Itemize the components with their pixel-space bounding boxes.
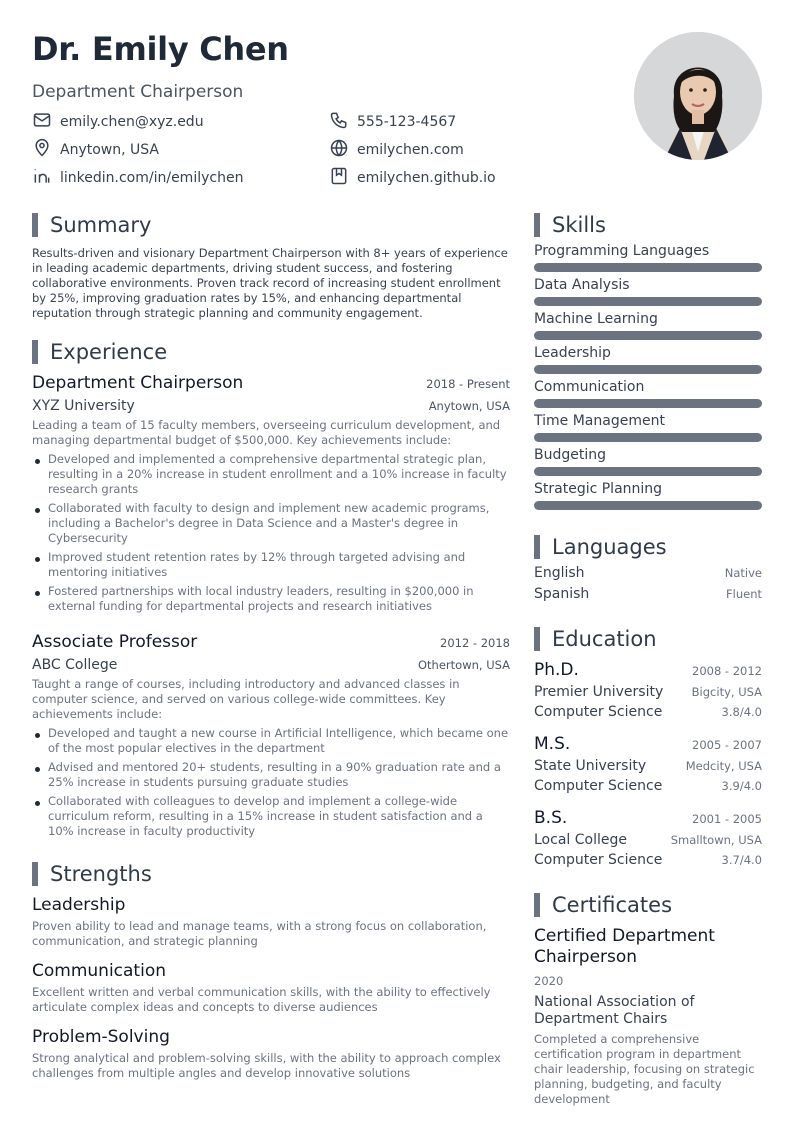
skill-level-bar: [534, 433, 762, 442]
strengths-heading-text: Strengths: [50, 862, 152, 886]
skill-item: [534, 447, 762, 476]
skill-level-bar: [534, 263, 762, 272]
language-item: [534, 565, 762, 581]
skill-item: [534, 379, 762, 408]
section-marker: [32, 213, 38, 237]
skill-item: [534, 413, 762, 442]
certificate-organization: National Association of Department Chairs: [534, 994, 695, 1027]
education-item: [534, 808, 762, 868]
achievement-item: Developed and implemented a comprehensive departmental strategic plan, resulting in a 20% increase in student enrollment and a 10% increase in faculty research grants: [32, 452, 510, 497]
skill-name: Budgeting: [534, 447, 607, 463]
language-level: Native: [724, 566, 762, 580]
skills-list: [534, 243, 762, 510]
field-of-study: Computer Science: [534, 852, 663, 868]
skill-item: [534, 311, 762, 340]
job-dates: 2012 - 2018: [440, 636, 510, 650]
skills-heading: [534, 212, 762, 238]
job-company: ABC College: [32, 657, 118, 673]
school-name: State University: [534, 758, 647, 774]
phone-text: 555-123-4567: [357, 114, 457, 130]
experience-heading-text: Experience: [50, 340, 168, 364]
experience-item: [32, 373, 510, 614]
certificate-year: 2020: [534, 974, 564, 988]
website-text: emilychen.com: [357, 142, 464, 158]
skill-name: Time Management: [534, 413, 665, 429]
achievement-list: [32, 726, 510, 839]
degree: M.S.: [534, 734, 571, 754]
skill-item: [534, 243, 762, 272]
certificate-description: Completed a comprehensive certification program in department chair leadership, focusing on strategic planning, budgeting, and faculty development: [534, 1032, 755, 1106]
section-marker: [534, 213, 540, 237]
contact-location: [32, 140, 159, 160]
languages-heading: [534, 534, 762, 560]
education-heading-text: Education: [552, 627, 657, 651]
education-dates: 2008 - 2012: [692, 664, 762, 678]
job-location: Othertown, USA: [418, 658, 510, 672]
education-item: [534, 734, 762, 794]
gpa: 3.7/4.0: [721, 853, 762, 867]
achievement-item: Improved student retention rates by 12% through targeted advising and mentoring initiatives: [32, 550, 510, 580]
strength-item: [32, 1027, 510, 1081]
certificate-item: [534, 926, 762, 1107]
achievement-item: Advised and mentored 20+ students, resulting in a 90% graduation rate and a 25% increase in students pursuing graduate studies: [32, 760, 510, 790]
job-title: Associate Professor: [32, 632, 198, 652]
skill-name: Data Analysis: [534, 277, 630, 293]
language-name: English: [534, 565, 585, 581]
language-name: Spanish: [534, 586, 590, 602]
strength-description: Excellent written and verbal communication skills, with the ability to effectively articulate complex ideas and concepts to diverse audiences: [32, 985, 491, 1014]
job-title: Department Chairperson: [32, 373, 244, 393]
section-marker: [534, 535, 540, 559]
skill-level-bar: [534, 297, 762, 306]
skill-level-bar: [534, 501, 762, 510]
skill-name: Communication: [534, 379, 645, 395]
contact-website[interactable]: [329, 140, 464, 160]
summary-heading-text: Summary: [50, 213, 152, 237]
github-text: emilychen.github.io: [357, 170, 496, 186]
strength-name: Leadership: [32, 895, 126, 915]
education-heading: [534, 626, 762, 652]
section-marker: [534, 893, 540, 917]
school-name: Local College: [534, 832, 627, 848]
phone-icon: [329, 110, 357, 134]
school-location: Smalltown, USA: [670, 833, 762, 847]
languages-list: [534, 565, 762, 602]
gpa: 3.9/4.0: [721, 779, 762, 793]
linkedin-icon: [32, 166, 60, 190]
email-text: emily.chen@xyz.edu: [60, 114, 204, 130]
job-location: Anytown, USA: [428, 399, 510, 413]
candidate-name: Dr. Emily Chen: [32, 30, 289, 68]
achievement-item: Developed and taught a new course in Artificial Intelligence, which became one of the most popular electives in the department: [32, 726, 510, 756]
education-item: [534, 660, 762, 720]
education-dates: 2005 - 2007: [692, 738, 762, 752]
skill-level-bar: [534, 331, 762, 340]
skill-level-bar: [534, 365, 762, 374]
skill-level-bar: [534, 399, 762, 408]
summary-text: Results-driven and visionary Department Chairperson with 8+ years of experience in leading academic departments, driving student success, and fostering collaborative environments. Proven track record of increasing student enrollment by 25%, improving graduation rates by 15%, and enhancing departmental reputation through strategic planning and community engagement.: [32, 246, 508, 320]
job-description: Leading a team of 15 faculty members, overseeing curriculum development, and managing departmental budget of $500,000. Key achievements include:: [32, 418, 501, 447]
main-column: [32, 212, 510, 1081]
degree: Ph.D.: [534, 660, 579, 680]
strength-item: [32, 961, 510, 1015]
achievement-item: Collaborated with colleagues to develop and implement a college-wide curriculum reform, resulting in a 15% increase in student satisfaction and a 10% increase in faculty productivity: [32, 794, 510, 839]
section-marker: [32, 340, 38, 364]
job-dates: 2018 - Present: [426, 377, 510, 391]
sidebar-column: [534, 212, 762, 1107]
strength-name: Communication: [32, 961, 166, 981]
degree: B.S.: [534, 808, 568, 828]
language-item: [534, 586, 762, 602]
contact-phone[interactable]: [329, 112, 456, 132]
certificates-heading: [534, 892, 762, 918]
contact-github[interactable]: [329, 168, 496, 188]
section-marker: [32, 862, 38, 886]
strength-description: Strong analytical and problem-solving skills, with the ability to approach complex challenges from multiple angles and develop innovative solutions: [32, 1051, 501, 1080]
gpa: 3.8/4.0: [721, 705, 762, 719]
bookmark-icon: [329, 166, 357, 190]
map-pin-icon: [32, 138, 60, 162]
contact-linkedin[interactable]: [32, 168, 243, 188]
summary-heading: [32, 212, 510, 238]
skill-name: Machine Learning: [534, 311, 658, 327]
certificates-heading-text: Certificates: [552, 893, 673, 917]
field-of-study: Computer Science: [534, 704, 663, 720]
skill-item: [534, 277, 762, 306]
mail-icon: [32, 110, 60, 134]
contact-email[interactable]: [32, 112, 204, 132]
languages-heading-text: Languages: [552, 535, 667, 559]
certificate-name: Certified Department Chairperson: [534, 926, 715, 967]
skill-name: Programming Languages: [534, 243, 710, 259]
resume-header: [32, 30, 592, 186]
strength-description: Proven ability to lead and manage teams, with a strong focus on collaboration, communication, and strategic planning: [32, 919, 487, 948]
experience-heading: [32, 339, 510, 365]
skill-name: Leadership: [534, 345, 611, 361]
job-company: XYZ University: [32, 398, 135, 414]
job-description: Taught a range of courses, including introductory and advanced classes in computer science, and served on various college-wide committees. Key achievements include:: [32, 677, 460, 721]
profile-photo: [634, 32, 762, 160]
skill-level-bar: [534, 467, 762, 476]
achievement-list: [32, 452, 510, 614]
skill-item: [534, 481, 762, 510]
strength-item: [32, 895, 510, 949]
achievement-item: Collaborated with faculty to design and implement new academic programs, including a Bachelor's degree in Data Science and a Master's degree in Cybersecurity: [32, 501, 510, 546]
strength-name: Problem-Solving: [32, 1027, 170, 1047]
language-level: Fluent: [726, 587, 762, 601]
skills-heading-text: Skills: [552, 213, 606, 237]
skill-name: Strategic Planning: [534, 481, 663, 497]
school-location: Bigcity, USA: [691, 685, 762, 699]
candidate-title: Department Chairperson: [32, 82, 244, 102]
achievement-item: Fostered partnerships with local industry leaders, resulting in $200,000 in external funding for departmental projects and research initiatives: [32, 584, 510, 614]
school-location: Medcity, USA: [685, 759, 762, 773]
section-marker: [534, 627, 540, 651]
experience-item: [32, 632, 510, 839]
location-text: Anytown, USA: [60, 142, 159, 158]
school-name: Premier University: [534, 684, 664, 700]
education-dates: 2001 - 2005: [692, 812, 762, 826]
linkedin-text: linkedin.com/in/emilychen: [60, 170, 244, 186]
field-of-study: Computer Science: [534, 778, 663, 794]
skill-item: [534, 345, 762, 374]
globe-icon: [329, 138, 357, 162]
strengths-heading: [32, 861, 510, 887]
